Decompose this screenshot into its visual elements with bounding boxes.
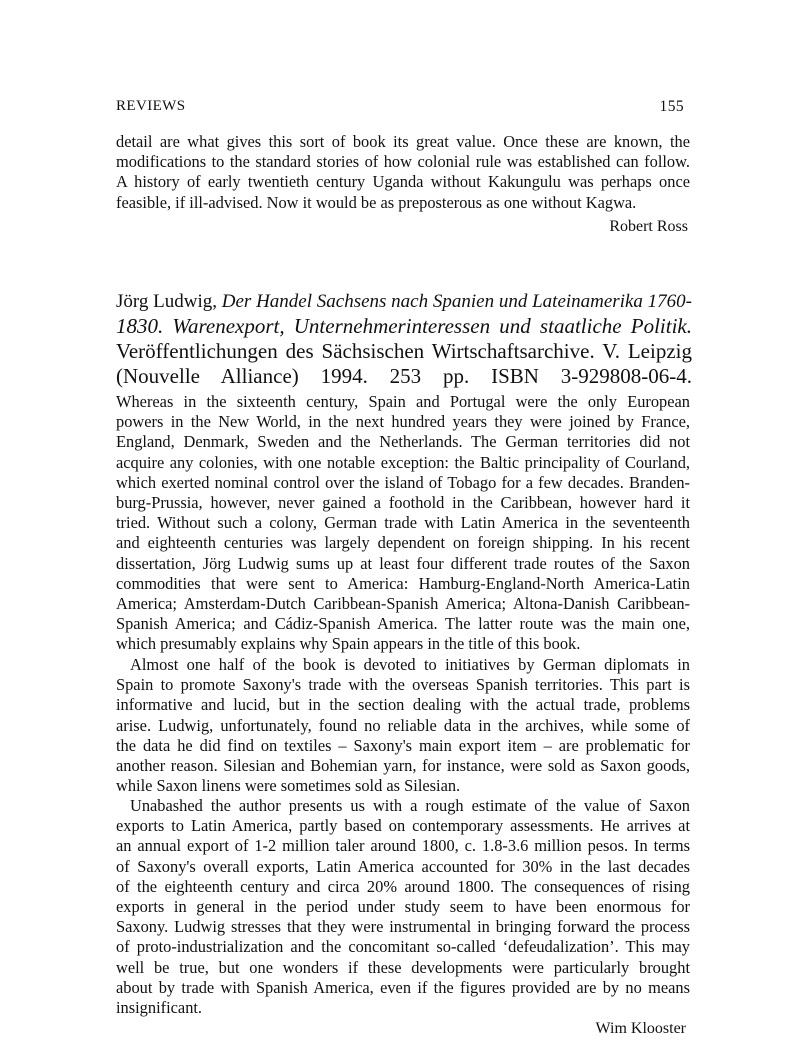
text-line: commodities that were sent to America: Hamburg-England-North America-Latin [116, 573, 690, 593]
review2-book-citation [116, 289, 692, 389]
text-line: informative and lucid, but in the section dealing with the actual trade, problems [116, 695, 690, 715]
text-line: England, Denmark, Sweden and the Netherlands. The German territories did not [116, 432, 690, 452]
text-line: feasible, if ill-advised. Now it would be as preposterous as one without Kagwa. [116, 192, 637, 212]
citation-line-4: (Nouvelle Alliance) 1994. 253 pp. ISBN 3-929808-06-4. [116, 364, 692, 388]
text-line: Whereas in the sixteenth century, Spain and Portugal were the only European [116, 392, 690, 411]
section-label: REVIEWS [116, 98, 186, 114]
text-line: Spanish America; and Cádiz-Spanish America. The latter route was the main one, [116, 614, 690, 634]
book-author: Jörg Ludwig, [116, 291, 217, 312]
text-line: dissertation, Jörg Ludwig sums up at least four different trade routes of the Saxon [116, 553, 690, 573]
text-line: burg-Prussia, however, never gained a foothold in the Caribbean, however hard it [116, 493, 690, 513]
text-line: an annual export of 1-2 million taler around 1800, c. 1.8-3.6 million pesos. In terms [116, 836, 690, 856]
text-line: powers in the New World, in the next hundred years they were joined by France, [116, 412, 690, 432]
text-line: of Saxony's overall exports, Latin America accounted for 30% in the last decades [116, 856, 690, 876]
text-line: which exerted nominal control over the island of Tobago for a few decades. Branden- [116, 472, 690, 492]
text-line: exports to Latin America, partly based on contemporary assessments. He arrives at [116, 816, 690, 836]
text-line: Saxony. Ludwig stresses that they were instrumental in bringing forward the process [116, 917, 690, 937]
text-line: the data he did find on textiles – Saxony's main export item – are problematic for [116, 735, 690, 755]
text-line: which presumably explains why Spain appears in the title of this book. [116, 634, 581, 654]
text-line: of proto-industrialization and the concomitant so-called ‘defeudalization’. This may [116, 937, 690, 957]
text-line: tried. Without such a colony, German trade with Latin America in the seventeenth [116, 513, 690, 533]
reviewer-signature-2: Wim Klooster [595, 1020, 686, 1037]
review1-closing-paragraph [116, 132, 690, 213]
running-header [116, 98, 684, 120]
text-line: about by trade with Spanish America, even if the figures provided are by no means [116, 977, 690, 997]
text-line: and eighteenth centuries was largely dependent on foreign shipping. In his recent [116, 533, 690, 553]
text-line: America; Amsterdam-Dutch Caribbean-Spanish America; Altona-Danish Caribbean- [116, 594, 690, 614]
text-line: acquire any colonies, with one notable exception: the Baltic principality of Courland, [116, 452, 690, 472]
book-title-part-1: Der Handel Sachsens nach Spanien und Lateinamerika 1760- [221, 291, 693, 312]
citation-line-3: Veröffentlichungen des Sächsischen Wirtschaftsarchive. V. Leipzig [116, 339, 692, 363]
citation-line-2 [116, 314, 692, 339]
text-line: arise. Ludwig, unfortunately, found no reliable data in the archives, while some of [116, 715, 690, 735]
text-line: modifications to the standard stories of how colonial rule was established can follow. [116, 152, 690, 172]
text-line: detail are what gives this sort of book its great value. Once these are known, the [116, 132, 690, 151]
book-title-part-2: 1830. Warenexport, Unternehmerinteressen und staatliche Politik. [116, 314, 692, 338]
text-line: exports in general in the period under study seem to have been enormous for [116, 897, 690, 917]
text-line: insignificant. [116, 998, 203, 1018]
citation-line-1 [116, 289, 692, 314]
text-line: Unabashed the author presents us with a rough estimate of the value of Saxon [130, 796, 690, 815]
text-line: Spain to promote Saxony's trade with the overseas Spanish territories. This part is [116, 675, 690, 695]
text-line: well be true, but one wonders if these developments were particularly brought [116, 957, 690, 977]
text-line: another reason. Silesian and Bohemian yarn, for instance, were sold as Saxon goods, [116, 756, 690, 776]
text-line: Almost one half of the book is devoted to initiatives by German diplomats in [130, 655, 690, 674]
page-number: 155 [659, 98, 684, 115]
text-line: A history of early twentieth century Uganda without Kakungulu was perhaps once [116, 172, 690, 192]
review2-paragraph-2 [116, 655, 690, 796]
text-line: while Saxon linens were sometimes sold as Silesian. [116, 776, 461, 796]
review2-paragraph-1 [116, 392, 690, 655]
text-line: of the eighteenth century and circa 20% around 1800. The consequences of rising [116, 876, 690, 896]
review2-paragraph-3 [116, 796, 690, 1018]
reviewer-signature-1: Robert Ross [609, 218, 688, 235]
